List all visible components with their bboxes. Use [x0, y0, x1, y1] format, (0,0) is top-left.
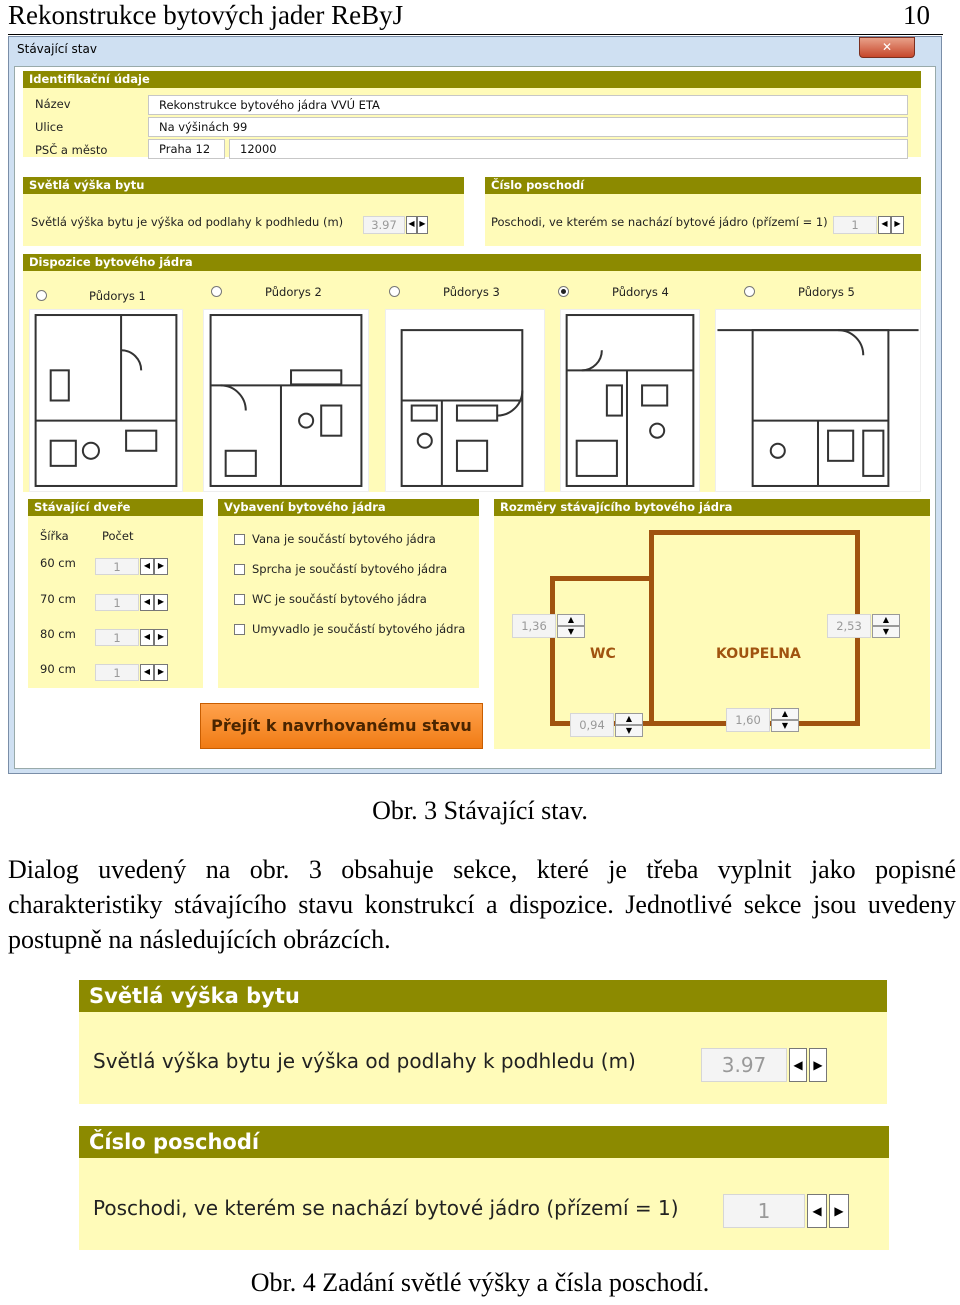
bath-width-input[interactable]: 1,60 — [726, 708, 770, 732]
floor-plan-3-image[interactable] — [385, 309, 545, 492]
floor-plan-4-image[interactable] — [560, 309, 700, 492]
door-increment-button[interactable]: ▶ — [154, 629, 168, 646]
dialog-window — [8, 36, 942, 774]
zoom-floor-body — [79, 1158, 889, 1250]
equipment-section-heading: Vybavení bytového jádra — [218, 499, 479, 516]
layout-option-1: Půdorys 1 — [89, 289, 146, 303]
height-increment-button[interactable]: ▶ — [417, 216, 428, 234]
layout-radio-1[interactable] — [36, 290, 47, 301]
bath-height-spinner[interactable] — [872, 614, 900, 638]
floor-input[interactable]: 1 — [833, 216, 877, 234]
floor-increment-button[interactable]: ▶ — [891, 216, 904, 234]
zoom-floor-heading: Číslo poschodí — [79, 1126, 889, 1158]
name-label: Název — [35, 97, 71, 111]
door-decrement-button[interactable]: ◀ — [140, 594, 154, 611]
layout-option-2: Půdorys 2 — [265, 285, 322, 299]
bath-height-input[interactable]: 2,53 — [827, 614, 871, 638]
figure-4-caption: Obr. 4 Zadání světlé výšky a čísla poschodí. — [250, 1268, 710, 1297]
street-field[interactable]: Na výšinách 99 — [148, 117, 908, 137]
wc-height-input[interactable]: 1,36 — [512, 614, 556, 638]
bathroom-title: KOUPELNA — [716, 646, 801, 662]
equipment-section-body — [218, 516, 479, 688]
floor-plan-2-drawing — [204, 310, 368, 491]
spin-down-icon[interactable]: ▼ — [872, 626, 900, 638]
street-label: Ulice — [35, 120, 64, 134]
dialog-client-area — [14, 66, 936, 769]
door-count-input[interactable]: 1 — [95, 594, 139, 611]
floor-decrement-button[interactable]: ◀ — [878, 216, 891, 234]
wc-title: WC — [590, 646, 616, 662]
dialog-title: Stávající stav — [17, 42, 97, 56]
next-state-button[interactable]: Přejít k navrhovanému stavu — [200, 703, 483, 749]
dims-section-heading: Rozměry stávajícího bytového jádra — [494, 499, 930, 516]
wc-height-spinner[interactable] — [557, 614, 585, 638]
door-count-input[interactable]: 1 — [95, 664, 139, 681]
zoom-height-heading: Světlá výška bytu — [79, 980, 887, 1012]
floor-plan-2-image[interactable] — [203, 309, 369, 492]
doors-section-heading: Stávající dveře — [28, 499, 203, 516]
spin-up-icon[interactable]: ▲ — [872, 614, 900, 626]
height-section-heading: Světlá výška bytu — [23, 177, 464, 194]
door-row-width: 70 cm — [40, 592, 76, 606]
layout-radio-4[interactable] — [558, 286, 569, 297]
spin-up-icon[interactable]: ▲ — [615, 713, 643, 725]
layout-radio-3[interactable] — [389, 286, 400, 297]
city-field[interactable]: Praha 12 — [148, 139, 225, 159]
zoom-floor-input[interactable]: 1 — [723, 1194, 805, 1228]
height-input[interactable]: 3.97 — [363, 216, 405, 234]
floor-section-heading: Číslo poschodí — [485, 177, 921, 194]
layout-section-heading: Dispozice bytového jádra — [23, 254, 921, 271]
spin-up-icon[interactable]: ▲ — [771, 708, 799, 720]
zip-field[interactable]: 12000 — [229, 139, 908, 159]
height-section-body — [23, 194, 464, 246]
door-decrement-button[interactable]: ◀ — [140, 664, 154, 681]
zoom-height-body — [79, 1012, 887, 1104]
layout-option-4: Půdorys 4 — [612, 285, 669, 299]
page-header-title: Rekonstrukce bytových jader ReByJ — [8, 0, 404, 30]
zoom-height-decrement-button[interactable]: ◀ — [789, 1048, 807, 1082]
door-increment-button[interactable]: ▶ — [154, 594, 168, 611]
layout-radio-5[interactable] — [744, 286, 755, 297]
door-increment-button[interactable]: ▶ — [154, 664, 168, 681]
name-field[interactable]: Rekonstrukce bytového jádra VVÚ ETA — [148, 95, 908, 115]
spin-up-icon[interactable]: ▲ — [557, 614, 585, 626]
wc-width-spinner[interactable] — [615, 713, 643, 737]
shower-checkbox[interactable] — [234, 564, 245, 575]
zoom-height-label: Světlá výška bytu je výška od podlahy k podhledu (m) — [93, 1049, 636, 1073]
floor-plan-4-drawing — [561, 310, 699, 491]
doors-width-header: Šířka — [40, 529, 69, 543]
close-button[interactable]: ✕ — [859, 37, 915, 58]
doors-count-header: Počet — [102, 529, 134, 543]
door-row-width: 60 cm — [40, 556, 76, 570]
door-count-input[interactable]: 1 — [95, 558, 139, 575]
doors-section-body — [28, 516, 203, 688]
washbasin-checkbox[interactable] — [234, 624, 245, 635]
spin-down-icon[interactable]: ▼ — [615, 725, 643, 737]
bathtub-checkbox[interactable] — [234, 534, 245, 545]
door-row-width: 90 cm — [40, 662, 76, 676]
washbasin-label: Umyvadlo je součástí bytového jádra — [252, 622, 466, 636]
height-label: Světlá výška bytu je výška od podlahy k podhledu (m) — [31, 215, 344, 229]
floor-section-body — [485, 194, 921, 246]
spin-down-icon[interactable]: ▼ — [771, 720, 799, 732]
door-decrement-button[interactable]: ◀ — [140, 558, 154, 575]
layout-option-5: Půdorys 5 — [798, 285, 855, 299]
floor-plan-5-image[interactable] — [715, 309, 921, 492]
bath-width-spinner[interactable] — [771, 708, 799, 732]
figure-3-caption: Obr. 3 Stávající stav. — [372, 796, 588, 825]
spin-down-icon[interactable]: ▼ — [557, 626, 585, 638]
floor-plan-1-image[interactable] — [29, 309, 183, 492]
wc-checkbox[interactable] — [234, 594, 245, 605]
zoom-height-input[interactable]: 3.97 — [701, 1048, 787, 1082]
ident-section-heading: Identifikační údaje — [23, 71, 921, 88]
page-number: 10 — [903, 0, 930, 30]
door-row-width: 80 cm — [40, 627, 76, 641]
height-decrement-button[interactable]: ◀ — [406, 216, 417, 234]
layout-section-body — [23, 271, 921, 492]
ident-section-body — [23, 88, 921, 157]
zoom-floor-increment-button[interactable]: ▶ — [829, 1194, 849, 1228]
floor-label: Poschodi, ve kterém se nachází bytové jádro (přízemí = 1) — [491, 215, 828, 229]
dims-section-body — [494, 516, 930, 749]
layout-option-3: Půdorys 3 — [443, 285, 500, 299]
wc-label: WC je součástí bytového jádra — [252, 592, 427, 606]
zoom-height-increment-button[interactable]: ▶ — [809, 1048, 827, 1082]
bathtub-label: Vana je součástí bytového jádra — [252, 532, 436, 546]
zoom-floor-decrement-button[interactable]: ◀ — [807, 1194, 827, 1228]
city-label: PSČ a město — [35, 143, 108, 157]
wc-width-input[interactable]: 0,94 — [570, 713, 614, 737]
floor-plan-1-drawing — [30, 310, 182, 491]
layout-radio-2[interactable] — [211, 286, 222, 297]
zoom-floor-label: Poschodi, ve kterém se nachází bytové jádro (přízemí = 1) — [93, 1196, 679, 1220]
door-increment-button[interactable]: ▶ — [154, 558, 168, 575]
body-paragraph: Dialog uvedený na obr. 3 obsahuje sekce, které je třeba vyplnit jako popisné charakteristiky stávajícího stavu konstrukcí a dispozice. Jednotlivé sekce jsou uvedeny postupně na následujících obrázcích. — [8, 855, 956, 954]
door-count-input[interactable]: 1 — [95, 629, 139, 646]
door-decrement-button[interactable]: ◀ — [140, 629, 154, 646]
shower-label: Sprcha je součástí bytového jádra — [252, 562, 448, 576]
header-rule — [8, 34, 943, 35]
floor-plan-3-drawing — [386, 310, 544, 491]
floor-plan-5-drawing — [716, 310, 920, 491]
